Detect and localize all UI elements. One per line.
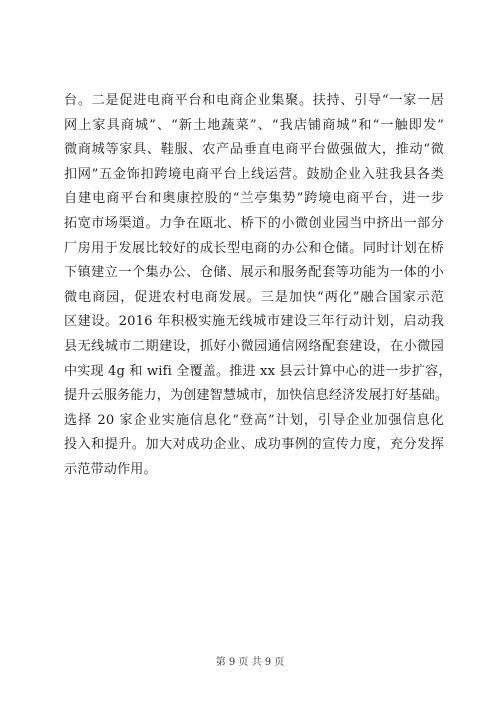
text-line: 投入和提升。加大对成功企业、成功事例的宣传力度，充分发挥 — [64, 437, 444, 453]
page-number-label: 第 9 页 共 9 页 — [215, 657, 285, 668]
text-line: 选择 20 家企业实施信息化“登高”计划，引导企业加强信息化 — [64, 412, 444, 428]
text-line: 示范带动作用。 — [64, 461, 157, 477]
text-line: 中实现 4g 和 wifi 全覆盖。推进 xx 县云计算中心的进一步扩容， — [64, 363, 452, 379]
text-line: 自建电商平台和奥康控股的“兰亭集势”跨境电商平台，进一步 — [64, 191, 444, 207]
text-line: 县无线城市二期建设，抓好小微园通信网络配套建设，在小微园 — [64, 338, 444, 354]
text-line: 微电商园，促进农村电商发展。三是加快“两化”融合国家示范 — [64, 289, 444, 305]
text-line: 扣网”五金饰扣跨境电商平台上线运营。鼓励企业入驻我县各类 — [64, 166, 444, 182]
text-line: 厂房用于发展比较好的成长型电商的办公和仓储。同时计划在桥 — [64, 240, 444, 256]
text-line: 网上家具商城”、“新土地蔬菜”、“我店铺商城”和“一触即发” — [64, 117, 444, 133]
page-footer — [0, 656, 500, 670]
text-line: 微商城等家具、鞋服、农产品垂直电商平台做强做大，推动“微 — [64, 142, 444, 158]
text-line: 区建设。2016 年积极实施无线城市建设三年行动计划，启动我 — [64, 314, 444, 330]
body-paragraph — [64, 89, 452, 483]
text-line: 提升云服务能力，为创建智慧城市，加快信息经济发展打好基础。 — [64, 388, 449, 404]
text-line: 台。二是促进电商平台和电商企业集聚。扶持、引导“一家一居 — [64, 93, 444, 108]
text-line: 拓宽市场渠道。力争在瓯北、桥下的小微创业园当中挤出一部分 — [64, 215, 444, 231]
text-line: 下镇建立一个集办公、仓储、展示和服务配套等功能为一体的小 — [64, 265, 444, 281]
